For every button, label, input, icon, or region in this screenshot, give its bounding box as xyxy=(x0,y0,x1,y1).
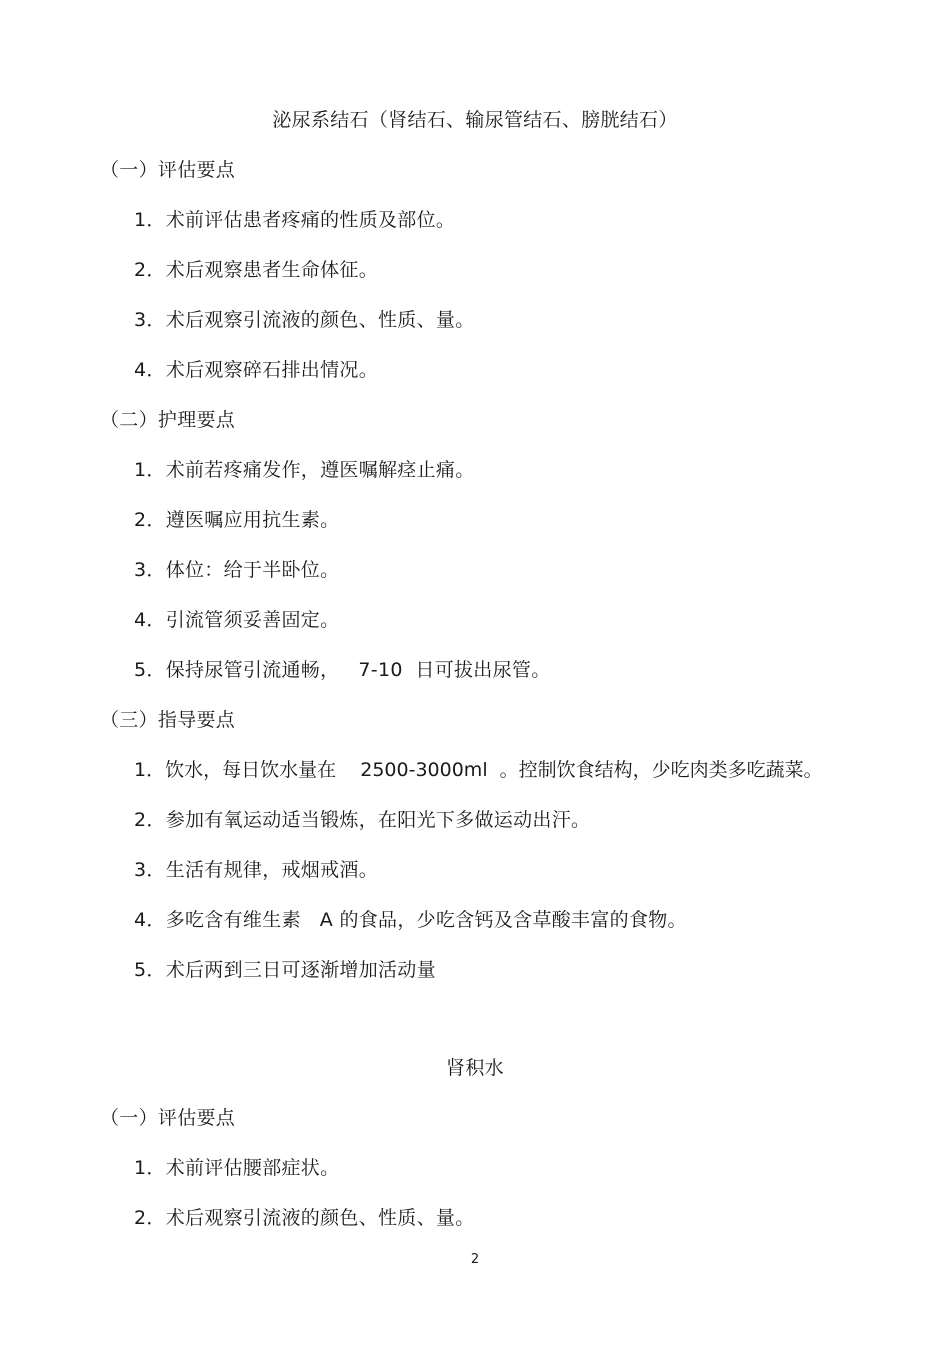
list-item: 2．遵医嘱应用抗生素。 xyxy=(134,509,340,531)
group-heading: （一）评估要点 xyxy=(100,1107,236,1129)
section-title: 肾积水 xyxy=(446,1057,504,1079)
group-heading: （三）指导要点 xyxy=(100,709,236,731)
list-item: 5．术后两到三日可逐渐增加活动量 xyxy=(134,959,436,981)
list-item: 3．体位：给于半卧位。 xyxy=(134,559,340,581)
list-item: 4．多吃含有维生素 A 的食品，少吃含钙及含草酸丰富的食物。 xyxy=(134,909,687,931)
list-item: 4．术后观察碎石排出情况。 xyxy=(134,359,378,381)
list-item: 1．术前若疼痛发作，遵医嘱解痉止痛。 xyxy=(134,459,475,481)
list-item: 4．引流管须妥善固定。 xyxy=(134,609,340,631)
list-item: 1．术前评估腰部症状。 xyxy=(134,1157,340,1179)
list-item: 2．参加有氧运动适当锻炼，在阳光下多做运动出汗。 xyxy=(134,809,591,831)
section-title: 泌尿系结石（肾结石、输尿管结石、膀胱结石） xyxy=(272,109,678,131)
list-item: 1．术前评估患者疼痛的性质及部位。 xyxy=(134,209,456,231)
group-heading: （一）评估要点 xyxy=(100,159,236,181)
group-heading: （二）护理要点 xyxy=(100,409,236,431)
list-item: 2．术后观察患者生命体征。 xyxy=(134,259,378,281)
list-item: 5．保持尿管引流通畅， 7-10 日可拔出尿管。 xyxy=(134,659,551,681)
list-item: 2．术后观察引流液的颜色、性质、量。 xyxy=(134,1207,475,1229)
list-item: 1．饮水，每日饮水量在 2500-3000ml 。控制饮食结构，少吃肉类多吃蔬菜。 xyxy=(134,759,823,781)
list-item: 3．术后观察引流液的颜色、性质、量。 xyxy=(134,309,475,331)
page-number: 2 xyxy=(470,1252,480,1267)
list-item: 3．生活有规律，戒烟戒酒。 xyxy=(134,859,378,881)
